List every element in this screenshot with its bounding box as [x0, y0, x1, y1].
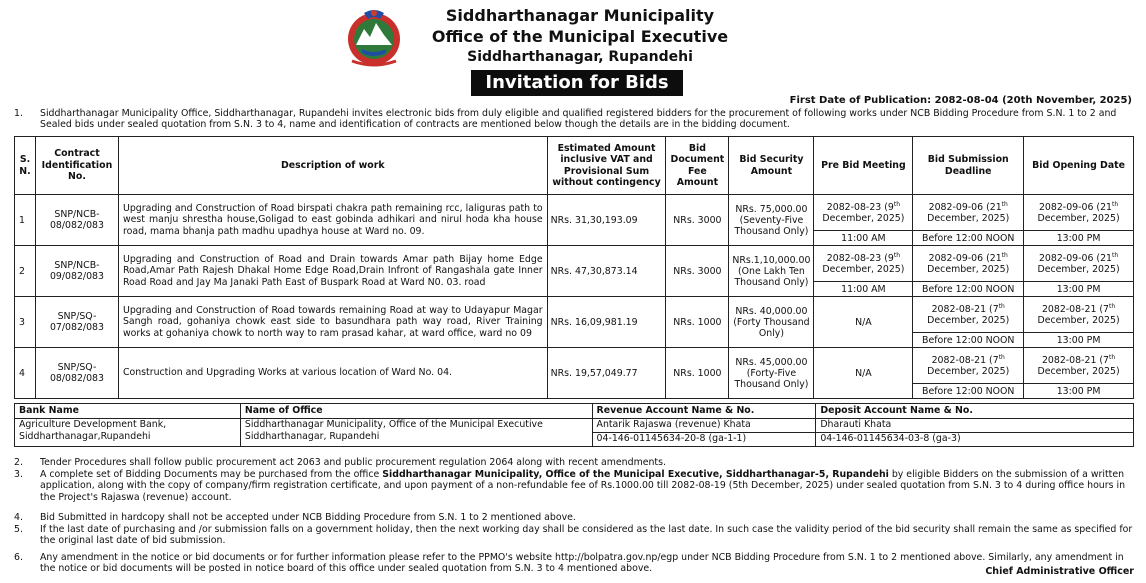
row-sn: 3 — [15, 297, 36, 348]
header-sn: S. N. — [15, 137, 36, 195]
header-bank-name: Bank Name — [15, 404, 241, 419]
estimated-amount: NRs. 16,09,981.19 — [547, 297, 666, 348]
pre-bid-date: 2082-08-23 (9th December, 2025) — [814, 246, 913, 282]
note-number: 3. — [14, 469, 23, 480]
submission-time: Before 12:00 NOON — [913, 231, 1024, 246]
row-sn: 4 — [15, 348, 36, 399]
pre-bid-date: 2082-08-23 (9th December, 2025) — [814, 195, 913, 231]
office-address-bold: Siddharthanagar Municipality, Office of the Municipal Executive, Siddharthanagar-5, Rupandehi — [382, 469, 889, 480]
intro-number: 1. — [14, 108, 23, 119]
bank-table — [14, 403, 1134, 447]
header-contract-id: Contract Identification No. — [35, 137, 118, 195]
table-row — [15, 195, 1134, 231]
pre-bid-time: 11:00 AM — [814, 231, 913, 246]
note-text: Any amendment in the notice or bid documents or for further information please refer to the PPMO's website http://bolpatra.gov.np/egp under NCB Bidding Procedure from S.N. 1 to 2 mentioned above. Similarly, any amendment in the notice or bid documents will be posted in notice board of this office under sealed quotation from S.N. 3 to 4 mentioned above. — [40, 552, 1124, 575]
header-description: Description of work — [118, 137, 547, 195]
contract-id: SNP/SQ-08/082/083 — [35, 348, 118, 399]
opening-date: 2082-09-06 (21th December, 2025) — [1024, 246, 1134, 282]
note-text: Bid Submitted in hardcopy shall not be accepted under NCB Bidding Procedure from S.N. 1 to 2 mentioned above. — [40, 512, 576, 523]
header-deposit-account: Deposit Account Name & No. — [816, 404, 1134, 419]
deposit-account-no: 04-146-01145634-03-8 (ga-3) — [816, 433, 1134, 447]
note-text — [40, 469, 1134, 503]
submission-date: 2082-09-06 (21th December, 2025) — [913, 246, 1024, 282]
header-bid-security: Bid Security Amount — [729, 137, 814, 195]
table-row — [15, 348, 1134, 384]
note-number: 6. — [14, 552, 23, 563]
pre-bid-meeting: N/A — [814, 297, 913, 348]
opening-time: 13:00 PM — [1024, 333, 1134, 348]
header-bid-fee: Bid Document Fee Amount — [666, 137, 729, 195]
header-opening: Bid Opening Date — [1024, 137, 1134, 195]
note-item — [14, 457, 1134, 469]
submission-date: 2082-08-21 (7th December, 2025) — [913, 297, 1024, 333]
note-text-part: by eligible Bidders on the submission of a written application, along with the copy of company/firm registration certificate, and upon payment of a non-refundable fee of Rs.1000.00 till 2082-08-19 (5th December, 2025) under sealed quotation from S.N. 3 to 4 during office hours in the Project's Rajaswa (revenue) account. — [40, 469, 1126, 503]
office-location: Siddharthanagar, Rupandehi — [467, 49, 693, 65]
bid-security: NRs.1,10,000.00 (One Lakh Ten Thousand Only) — [729, 246, 814, 297]
contract-id: SNP/NCB-09/082/083 — [35, 246, 118, 297]
pre-bid-meeting: N/A — [814, 348, 913, 399]
bid-fee: NRs. 3000 — [666, 195, 729, 246]
works-table — [14, 136, 1134, 399]
submission-date: 2082-09-06 (21th December, 2025) — [913, 195, 1024, 231]
invitation-banner: Invitation for Bids — [471, 70, 683, 96]
submission-time: Before 12:00 NOON — [913, 333, 1024, 348]
opening-time: 13:00 PM — [1024, 384, 1134, 399]
estimated-amount: NRs. 19,57,049.77 — [547, 348, 666, 399]
note-item — [14, 524, 1134, 548]
contract-id: SNP/NCB-08/082/083 — [35, 195, 118, 246]
header-estimated-amount: Estimated Amount inclusive VAT and Provisional Sum without contingency — [547, 137, 666, 195]
table-row — [15, 297, 1134, 333]
bid-fee: NRs. 1000 — [666, 348, 729, 399]
header-pre-bid: Pre Bid Meeting — [814, 137, 913, 195]
row-sn: 1 — [15, 195, 36, 246]
intro-paragraph — [14, 108, 1134, 132]
note-item — [14, 512, 1134, 524]
publication-date: First Date of Publication: 2082-08-04 (20th November, 2025) — [789, 95, 1132, 106]
note-item — [14, 469, 1134, 504]
bid-fee: NRs. 1000 — [666, 297, 729, 348]
note-text: Tender Procedures shall follow public procurement act 2063 and public procurement regulation 2064 along with recent amendments. — [40, 457, 666, 468]
bid-security: NRs. 45,000.00 (Forty-Five Thousand Only) — [729, 348, 814, 399]
work-description: Construction and Upgrading Works at various location of Ward No. 04. — [118, 348, 547, 399]
opening-time: 13:00 PM — [1024, 231, 1134, 246]
signatory-title: Chief Administrative Officer — [985, 566, 1134, 577]
work-description: Upgrading and Construction of Road birspati chakra path remaining rcc, laliguras path to west manju shrestha house,Goligad to east gobinda adhikari and nirul hoda kha house road, mama bhanja path madhu upadhya house at Ward no. 09. — [118, 195, 547, 246]
office-name: Office of the Municipal Executive — [431, 27, 729, 46]
opening-date: 2082-08-21 (7th December, 2025) — [1024, 348, 1134, 384]
municipality-name: Siddharthanagar Municipality — [445, 6, 715, 25]
note-number: 2. — [14, 457, 23, 468]
note-text-part: A complete set of Bidding Documents may be purchased from the office — [40, 469, 383, 480]
revenue-account-no: 04-146-01145634-20-8 (ga-1-1) — [592, 433, 816, 447]
work-description: Upgrading and Construction of Road and Drain towards Amar path Bijay home Edge Road,Amar Path Rajesh Dhakal Home Edge Road,Drain Infront of Rangashala gate Inner Road Road and Jay Ma Janaki Path East of Buspark Road at Ward N0. 03. road — [118, 246, 547, 297]
note-text: If the last date of purchasing and /or submission falls on a government holiday, then the next working day shall be considered as the last date. In such case the validity period of the bid security shall remain the same as specified for the original last date of bid submission. — [40, 524, 1133, 547]
pre-bid-time: 11:00 AM — [814, 282, 913, 297]
opening-date: 2082-08-21 (7th December, 2025) — [1024, 297, 1134, 333]
bid-security: NRs. 40,000.00 (Forty Thousand Only) — [729, 297, 814, 348]
deposit-account-name: Dharauti Khata — [816, 419, 1134, 433]
contract-id: SNP/SQ-07/082/083 — [35, 297, 118, 348]
bid-fee: NRs. 3000 — [666, 246, 729, 297]
header-submission: Bid Submission Deadline — [913, 137, 1024, 195]
intro-text: Siddharthanagar Municipality Office, Siddharthanagar, Rupandehi invites electronic bids from duly eligible and qualified registered bidders for the procurement of following works under NCB Bidding Procedure from S.N. 1 to 2 and Sealed bids under sealed quotation from S.N. 3 to 4, name and identification of contracts are mentioned below though the details are in the bidding document. — [40, 108, 1117, 131]
note-number: 5. — [14, 524, 23, 535]
opening-date: 2082-09-06 (21th December, 2025) — [1024, 195, 1134, 231]
revenue-account-name: Antarik Rajaswa (revenue) Khata — [592, 419, 816, 433]
submission-time: Before 12:00 NOON — [913, 384, 1024, 399]
office-account-name: Siddharthanagar Municipality, Office of the Municipal Executive Siddharthanagar, Rupandehi — [240, 419, 592, 447]
estimated-amount: NRs. 31,30,193.09 — [547, 195, 666, 246]
submission-date: 2082-08-21 (7th December, 2025) — [913, 348, 1024, 384]
bid-security: NRs. 75,000.00 (Seventy-Five Thousand Only) — [729, 195, 814, 246]
row-sn: 2 — [15, 246, 36, 297]
submission-time: Before 12:00 NOON — [913, 282, 1024, 297]
opening-time: 13:00 PM — [1024, 282, 1134, 297]
table-row — [15, 246, 1134, 282]
bank-name: Agriculture Development Bank, Siddharthanagar,Rupandehi — [15, 419, 241, 447]
work-description: Upgrading and Construction of Road towards remaining Road at way to Udayapur Magar Sangh road, gohaniya chowk east side to basundhara path way road, River Training works at gohaniya chowk to north way to ram prasad kahar, at ward office, ward no 09 — [118, 297, 547, 348]
header-revenue-account: Revenue Account Name & No. — [592, 404, 816, 419]
header-office-name: Name of Office — [240, 404, 592, 419]
note-item — [14, 552, 1134, 576]
note-number: 4. — [14, 512, 23, 523]
estimated-amount: NRs. 47,30,873.14 — [547, 246, 666, 297]
